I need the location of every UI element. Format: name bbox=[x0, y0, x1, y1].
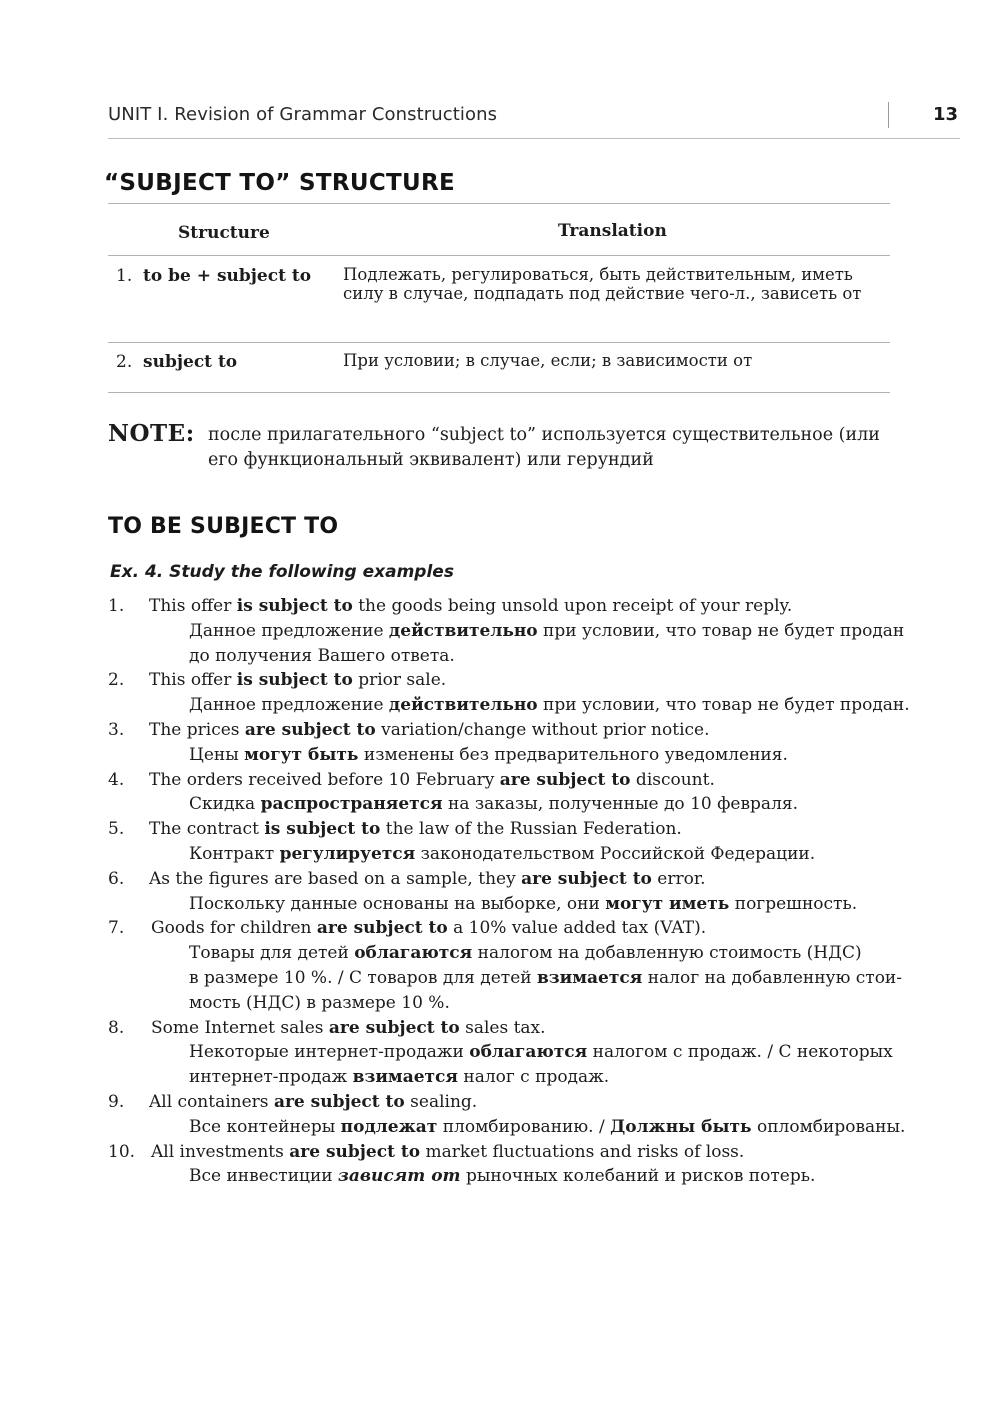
text-run: Контракт bbox=[189, 843, 280, 864]
example-number: 9. bbox=[108, 1091, 125, 1112]
text-run: the law of the Russian Federation. bbox=[380, 819, 682, 840]
example-english bbox=[149, 768, 715, 793]
emphasis-text: are subject to bbox=[328, 1017, 460, 1038]
example-english bbox=[151, 916, 706, 941]
text-run: This offer bbox=[149, 670, 237, 691]
example-item-1 bbox=[108, 594, 908, 668]
text-run: Данное предложение bbox=[189, 620, 389, 641]
text-run: опломбированы. bbox=[751, 1116, 906, 1137]
text-run: налогом с продаж. / С некоторых bbox=[587, 1042, 893, 1063]
text-run: пломбированию. / bbox=[437, 1116, 611, 1137]
example-english bbox=[149, 594, 792, 619]
text-run: рыночных колебаний и рисков потерь. bbox=[460, 1166, 816, 1187]
table-row-2-structure-text: subject to bbox=[143, 352, 238, 372]
table-bottom-rule bbox=[108, 392, 890, 393]
table-row-1-number: 1. bbox=[116, 266, 133, 286]
example-number: 1. bbox=[108, 596, 125, 616]
text-run: As the figures are based on a sample, they bbox=[149, 868, 522, 889]
emphasis-text: is subject to bbox=[264, 819, 381, 840]
text-run: погрешность. bbox=[729, 893, 858, 914]
text-run: налог на добавленную стои- bbox=[642, 967, 903, 988]
emphasis-text: могут иметь bbox=[605, 893, 730, 914]
text-run: The contract bbox=[149, 819, 265, 840]
example-russian bbox=[189, 991, 450, 1016]
emphasis-text: распространяется bbox=[260, 794, 443, 815]
example-item-6 bbox=[108, 867, 908, 917]
example-english bbox=[149, 867, 706, 892]
text-run: до получения Вашего ответа. bbox=[189, 645, 455, 666]
text-run: Все инвестиции bbox=[189, 1166, 339, 1187]
text-run: All investments bbox=[151, 1141, 290, 1162]
example-russian bbox=[189, 693, 910, 718]
text-run: This offer bbox=[149, 596, 237, 616]
table-row-1-structure bbox=[116, 266, 311, 286]
example-item-5 bbox=[108, 817, 908, 867]
section-title-subject-to-structure: “SUBJECT TO” STRUCTURE bbox=[104, 170, 456, 196]
text-run: Товары для детей bbox=[189, 943, 355, 964]
example-russian bbox=[189, 941, 862, 966]
emphasis-text: are subject to bbox=[499, 769, 631, 790]
text-run: Поскольку данные основаны на выборке, они bbox=[189, 893, 606, 914]
text-run: Данное предложение bbox=[189, 695, 389, 716]
emphasis-text: are subject to bbox=[316, 918, 448, 939]
note-text: после прилагательного “subject to” используется существительное (или его функциональный эквивалент) или герундий bbox=[208, 425, 880, 470]
example-russian bbox=[189, 792, 798, 817]
text-run: налогом на добавленную стоимость (НДС) bbox=[472, 943, 862, 964]
emphasis-text: are subject to bbox=[289, 1141, 421, 1162]
emphasis-text: могут быть bbox=[244, 744, 359, 765]
text-run: discount. bbox=[630, 769, 715, 790]
emphasis-text: are subject to bbox=[521, 868, 652, 889]
emphasis-text: взимается bbox=[537, 967, 643, 988]
emphasis-text: регулируется bbox=[279, 843, 416, 864]
header-divider bbox=[888, 102, 889, 128]
example-number: 7. bbox=[108, 918, 125, 939]
text-run: market fluctuations and risks of loss. bbox=[420, 1141, 745, 1162]
text-run: Цены bbox=[189, 744, 245, 765]
text-run: законодательством Российской Федерации. bbox=[415, 843, 816, 864]
note-label: NOTE: bbox=[108, 420, 195, 447]
example-english bbox=[149, 668, 446, 693]
text-run: a 10% value added tax (VAT). bbox=[447, 918, 707, 939]
example-item-10 bbox=[108, 1140, 908, 1190]
example-russian bbox=[189, 1164, 815, 1189]
emphasis-text: взимается bbox=[352, 1067, 458, 1088]
example-russian bbox=[189, 1040, 893, 1065]
example-russian bbox=[189, 743, 788, 768]
text-run: изменены без предварительного уведомления. bbox=[358, 744, 788, 765]
text-run: The prices bbox=[149, 719, 245, 740]
section-title-to-be-subject-to: TO BE SUBJECT TO bbox=[108, 514, 339, 539]
text-run: Все контейнеры bbox=[189, 1116, 341, 1137]
example-russian bbox=[189, 892, 857, 917]
example-english bbox=[149, 817, 682, 842]
example-item-2 bbox=[108, 668, 908, 718]
example-english bbox=[151, 1016, 546, 1041]
running-header bbox=[108, 104, 960, 144]
text-run: sealing. bbox=[404, 1091, 478, 1112]
table-row-1-structure-text: to be + subject to bbox=[143, 266, 312, 286]
emphasis-text: is subject to bbox=[236, 596, 353, 616]
text-run: мость (НДС) в размере 10 %. bbox=[189, 992, 450, 1013]
example-russian bbox=[189, 619, 904, 644]
example-number: 10. bbox=[108, 1141, 136, 1162]
examples-list bbox=[108, 594, 908, 1189]
example-item-7 bbox=[108, 916, 908, 1015]
text-run: Некоторые интернет-продажи bbox=[189, 1042, 470, 1063]
text-run: Goods for children bbox=[151, 918, 317, 939]
unit-title: UNIT I. Revision of Grammar Constructions bbox=[108, 104, 498, 125]
example-russian bbox=[189, 644, 455, 669]
table-top-rule bbox=[108, 203, 890, 204]
example-item-9 bbox=[108, 1090, 908, 1140]
text-run: variation/change without prior notice. bbox=[375, 719, 710, 740]
table-row-2-structure bbox=[116, 352, 237, 372]
emphasis-text: is subject to bbox=[236, 670, 353, 691]
emphasis-text: Должны быть bbox=[610, 1116, 752, 1137]
text-run: error. bbox=[651, 868, 706, 889]
emphasis-text: are subject to bbox=[244, 719, 376, 740]
text-run: sales tax. bbox=[459, 1017, 546, 1038]
example-item-3 bbox=[108, 718, 908, 768]
example-number: 8. bbox=[108, 1017, 125, 1038]
emphasis-text: зависят от bbox=[338, 1166, 461, 1187]
emphasis-text: действительно bbox=[388, 695, 538, 716]
example-english bbox=[149, 718, 710, 743]
column-header-translation: Translation bbox=[558, 221, 667, 241]
table-row-1-translation: Подлежать, регулироваться, быть действительным, иметь силу в случае, подпадать под действие чего-л., зависеть от bbox=[343, 265, 862, 303]
text-run: Some Internet sales bbox=[151, 1017, 329, 1038]
text-run: при условии, что товар не будет продан. bbox=[537, 695, 910, 716]
example-number: 3. bbox=[108, 719, 125, 740]
text-run: prior sale. bbox=[352, 670, 447, 691]
emphasis-text: действительно bbox=[388, 620, 538, 641]
page-number: 13 bbox=[932, 104, 958, 125]
text-run: the goods being unsold upon receipt of your reply. bbox=[352, 596, 793, 616]
text-run: на заказы, полученные до 10 февраля. bbox=[442, 794, 798, 815]
example-number: 5. bbox=[108, 819, 125, 840]
header-rule bbox=[108, 138, 960, 139]
exercise-title: Ex. 4. Study the following examples bbox=[110, 562, 454, 582]
emphasis-text: are subject to bbox=[273, 1091, 405, 1112]
example-russian bbox=[189, 1065, 609, 1090]
emphasis-text: облагаются bbox=[354, 943, 473, 964]
example-english bbox=[151, 1140, 744, 1165]
text-run: в размере 10 %. / С товаров для детей bbox=[189, 967, 537, 988]
example-english bbox=[149, 1090, 477, 1115]
example-item-4 bbox=[108, 768, 908, 818]
example-number: 2. bbox=[108, 670, 125, 691]
table-row-2-number: 2. bbox=[116, 352, 133, 372]
text-run: Скидка bbox=[189, 794, 261, 815]
example-russian bbox=[189, 1115, 905, 1140]
text-run: при условии, что товар не будет продан bbox=[537, 620, 905, 641]
example-item-8 bbox=[108, 1016, 908, 1090]
text-run: налог с продаж. bbox=[457, 1067, 610, 1088]
table-row-2-translation: При условии; в случае, если; в зависимости от bbox=[343, 351, 753, 370]
example-number: 4. bbox=[108, 769, 125, 790]
table-header-rule bbox=[108, 255, 890, 256]
text-run: интернет-продаж bbox=[189, 1067, 353, 1088]
example-number: 6. bbox=[108, 868, 125, 889]
emphasis-text: облагаются bbox=[469, 1042, 588, 1063]
example-russian bbox=[189, 842, 815, 867]
text-run: The orders received before 10 February bbox=[149, 769, 500, 790]
column-header-structure: Structure bbox=[178, 223, 270, 243]
emphasis-text: подлежат bbox=[340, 1116, 438, 1137]
example-russian bbox=[189, 966, 902, 991]
table-row-rule bbox=[108, 342, 890, 343]
text-run: All containers bbox=[149, 1091, 274, 1112]
